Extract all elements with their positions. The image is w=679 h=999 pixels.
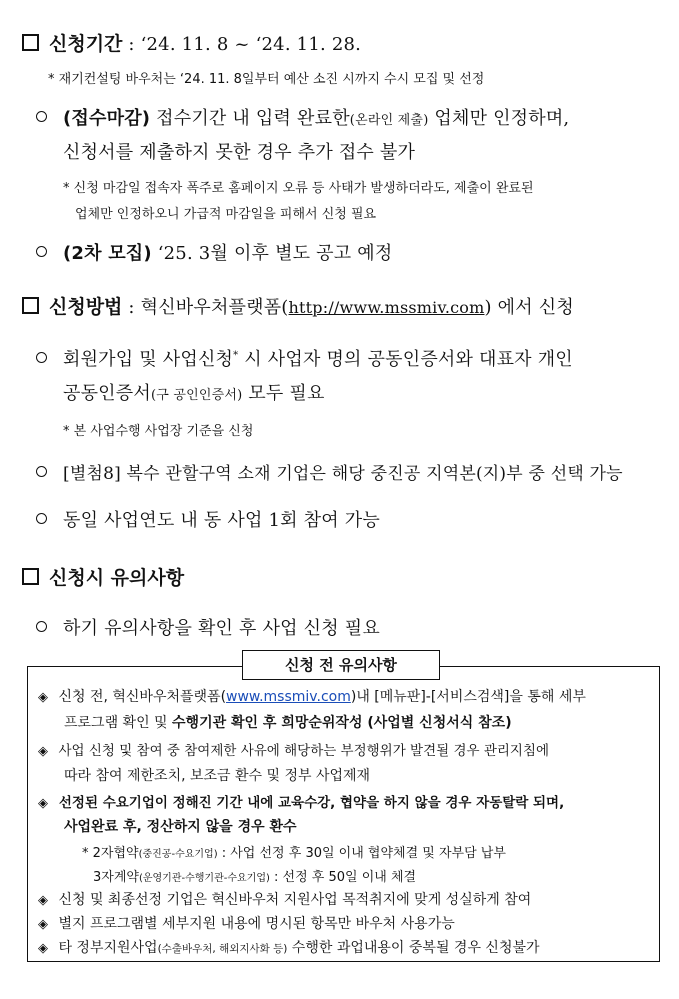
diamond-bullet-icon: ◈	[38, 941, 48, 956]
period-note: * 재기컨설팅 바우처는 ‘24. 11. 8일부터 예산 소진 시까지 수시 모집 및 선정	[48, 72, 485, 87]
caution-heading: 신청시 유의사항	[49, 567, 185, 589]
notice-bullet-4: ◈ 신청 및 최종선정 기업은 혁신바우처 지원사업 목적취지에 맞게 성실하게 참여	[38, 892, 532, 908]
notice-bullet-6: ◈ 타 정부지원사업(수출바우처, 해외지사화 등) 수행한 과업내용이 중복될 경우 신청불가	[38, 940, 540, 956]
checkbox-square-icon	[22, 297, 39, 314]
method-value: : 혁신바우처플랫폼(http://www.mssmiv.com) 에서 신청	[128, 297, 574, 318]
diamond-bullet-icon: ◈	[38, 893, 48, 908]
period-item1-note-line1: * 신청 마감일 접속자 폭주로 홈페이지 오류 등 사태가 발생하더라도, 제출이 완료된	[63, 181, 534, 196]
notice-bullet-3-line1: ◈ 선정된 수요기업이 정해진 기간 내에 교육수강, 협약을 하지 않을 경우 자동탈락 되며,	[38, 795, 565, 811]
notice-bullet-5: ◈ 별지 프로그램별 세부지원 내용에 명시된 항목만 바우처 사용가능	[38, 916, 455, 932]
checkbox-square-icon	[22, 568, 39, 585]
method-item3: 동일 사업연도 내 동 사업 1회 참여 가능	[36, 506, 380, 532]
method-heading: 신청방법	[49, 296, 123, 318]
checkbox-square-icon	[22, 34, 39, 51]
notice-title: 신청 전 유의사항	[242, 650, 440, 680]
period-item1-line1: (접수마감) 접수기간 내 입력 완료한(온라인 제출) 업체만 인정하며,	[36, 104, 569, 130]
diamond-bullet-icon: ◈	[38, 744, 48, 759]
notice-platform-link[interactable]: www.mssmiv.com	[226, 689, 351, 705]
diamond-bullet-icon: ◈	[38, 690, 48, 705]
circle-bullet-icon	[36, 466, 47, 477]
method-item1-note: * 본 사업수행 사업장 기준을 신청	[63, 424, 254, 439]
diamond-bullet-icon: ◈	[38, 917, 48, 932]
period-item1-line2: 신청서를 제출하지 못한 경우 추가 접수 불가	[63, 142, 416, 163]
circle-bullet-icon	[36, 621, 47, 632]
circle-bullet-icon	[36, 513, 47, 524]
method-item1-line1: 회원가입 및 사업신청* 시 사업자 명의 공동인증서와 대표자 개인	[36, 345, 573, 371]
notice-sub-2: 3자계약(운영기관-수행기관-수요기업) : 선정 후 50일 이내 체결	[93, 870, 417, 885]
notice-bullet-2-line2: 따라 참여 제한조치, 보조금 환수 및 정부 사업제재	[64, 768, 371, 784]
caution-section	[22, 563, 184, 590]
platform-link[interactable]: http://www.mssmiv.com	[288, 298, 485, 317]
caution-item1: 하기 유의사항을 확인 후 사업 신청 필요	[36, 614, 380, 640]
circle-bullet-icon	[36, 246, 47, 257]
method-item2: [별첨8] 복수 관할구역 소재 기업은 해당 중진공 지역본(지)부 중 선택 가능	[36, 459, 623, 484]
method-item1-line2: 공동인증서(구 공인인증서) 모두 필요	[63, 383, 325, 404]
period-value: : ‘24. 11. 8 ~ ‘24. 11. 28.	[128, 34, 362, 55]
circle-bullet-icon	[36, 352, 47, 363]
notice-bullet-3-line2: 사업완료 후, 정산하지 않을 경우 환수	[64, 819, 297, 835]
period-item1-note-line2: 업체만 인정하오니 가급적 마감일을 피해서 신청 필요	[75, 207, 377, 222]
notice-bullet-1-line1: ◈ 신청 전, 혁신바우처플랫폼(www.mssmiv.com)내 [메뉴판]-[서비스검색]을 통해 세부	[38, 689, 586, 705]
period-section	[22, 29, 361, 56]
diamond-bullet-icon: ◈	[38, 796, 48, 811]
period-item2: (2차 모집) ‘25. 3월 이후 별도 공고 예정	[36, 239, 392, 265]
notice-bullet-1-line2: 프로그램 확인 및 수행기관 확인 후 희망순위작성 (사업별 신청서식 참조)	[64, 715, 512, 731]
method-section	[22, 292, 574, 319]
circle-bullet-icon	[36, 111, 47, 122]
notice-bullet-2-line1: ◈ 사업 신청 및 참여 중 참여제한 사유에 해당하는 부정행위가 발견될 경우 관리지침에	[38, 743, 550, 759]
period-heading: 신청기간	[49, 33, 123, 55]
notice-sub-1: * 2자협약(중진공-수요기업) : 사업 선정 후 30일 이내 협약체결 및 자부담 납부	[82, 846, 506, 861]
